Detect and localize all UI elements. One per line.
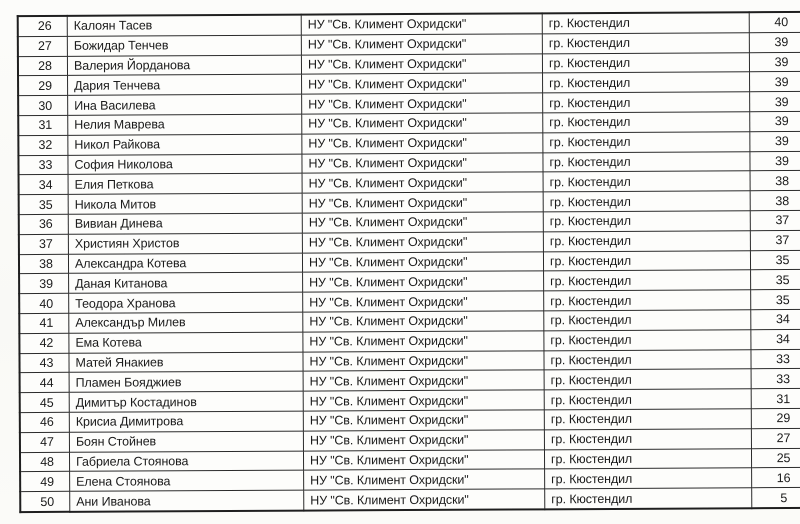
- school-cell: НУ "Св. Климент Охридски": [302, 172, 543, 193]
- student-name-cell: Дария Тенчева: [68, 74, 302, 95]
- row-number-cell: 36: [19, 214, 69, 234]
- city-cell: гр. Кюстендил: [544, 389, 751, 410]
- row-number-cell: 39: [19, 274, 69, 294]
- row-number-cell: 38: [19, 254, 69, 274]
- score-cell: 35: [750, 250, 800, 270]
- school-cell: НУ "Св. Климент Охридски": [302, 232, 543, 253]
- score-cell: 34: [751, 309, 800, 329]
- score-cell: 39: [749, 32, 800, 52]
- student-name-cell: Даная Китанова: [69, 272, 303, 293]
- school-cell: НУ "Св. Климент Охридски": [302, 192, 543, 213]
- score-cell: 39: [749, 52, 800, 72]
- school-cell: НУ "Св. Климент Охридски": [303, 449, 544, 470]
- score-cell: 38: [750, 171, 800, 191]
- score-cell: 35: [751, 290, 800, 310]
- results-table: [17, 11, 800, 513]
- row-number-cell: 46: [20, 412, 70, 432]
- student-name-cell: Елия Петкова: [68, 173, 302, 194]
- city-cell: гр. Кюстендил: [545, 488, 752, 509]
- row-number-cell: 48: [20, 452, 70, 472]
- school-cell: НУ "Св. Климент Охридски": [302, 73, 543, 94]
- city-cell: гр. Кюстендил: [543, 231, 750, 252]
- student-name-cell: Никола Митов: [68, 193, 302, 214]
- row-number-cell: 30: [18, 96, 68, 116]
- city-cell: гр. Кюстендил: [542, 52, 749, 73]
- row-number-cell: 26: [18, 16, 68, 37]
- student-name-cell: Боян Стойнев: [69, 431, 303, 452]
- school-cell: НУ "Св. Климент Охридски": [304, 469, 545, 490]
- school-cell: НУ "Св. Климент Охридски": [302, 133, 543, 154]
- city-cell: гр. Кюстендил: [543, 72, 750, 93]
- score-cell: 38: [750, 191, 800, 211]
- student-name-cell: Теодора Хранова: [69, 292, 303, 313]
- row-number-cell: 47: [20, 432, 70, 452]
- score-cell: 35: [751, 270, 800, 290]
- row-number-cell: 41: [19, 313, 69, 333]
- city-cell: гр. Кюстендил: [543, 191, 750, 212]
- student-name-cell: Александър Милев: [69, 312, 303, 333]
- row-number-cell: 40: [19, 293, 69, 313]
- school-cell: НУ "Св. Климент Охридски": [301, 13, 542, 35]
- score-cell: 34: [751, 329, 800, 349]
- city-cell: гр. Кюстендил: [542, 12, 749, 33]
- row-number-cell: 32: [18, 135, 68, 155]
- score-cell: 33: [751, 349, 800, 369]
- results-table-body: [18, 12, 800, 512]
- school-cell: НУ "Св. Климент Охридски": [302, 152, 543, 173]
- school-cell: НУ "Св. Климент Охридски": [302, 212, 543, 233]
- row-number-cell: 42: [19, 333, 69, 353]
- school-cell: НУ "Св. Климент Охридски": [301, 53, 542, 74]
- school-cell: НУ "Св. Климент Охридски": [301, 34, 542, 55]
- student-name-cell: Ани Иванова: [70, 490, 304, 512]
- score-cell: 31: [751, 389, 800, 409]
- school-cell: НУ "Св. Климент Охридски": [303, 350, 544, 371]
- row-number-cell: 37: [19, 234, 69, 254]
- city-cell: гр. Кюстендил: [544, 310, 751, 331]
- student-name-cell: Божидар Тенчев: [67, 35, 301, 56]
- city-cell: гр. Кюстендил: [543, 211, 750, 232]
- city-cell: гр. Кюстендил: [543, 112, 750, 133]
- student-name-cell: Димитър Костадинов: [69, 391, 303, 412]
- score-cell: 37: [750, 210, 800, 230]
- score-cell: 40: [749, 12, 800, 33]
- score-cell: 39: [750, 72, 800, 92]
- row-number-cell: 44: [20, 373, 70, 393]
- school-cell: НУ "Св. Климент Охридски": [303, 311, 544, 332]
- student-name-cell: Калоян Тасев: [67, 15, 301, 37]
- school-cell: НУ "Св. Климент Охридски": [303, 390, 544, 411]
- row-number-cell: 35: [19, 194, 69, 214]
- row-number-cell: 33: [18, 155, 68, 175]
- score-cell: 16: [752, 468, 800, 488]
- city-cell: гр. Кюстендил: [542, 33, 749, 54]
- school-cell: НУ "Св. Климент Охридски": [303, 430, 544, 451]
- city-cell: гр. Кюстендил: [543, 250, 750, 271]
- city-cell: гр. Кюстендил: [544, 290, 751, 311]
- school-cell: НУ "Св. Климент Охридски": [302, 113, 543, 134]
- row-number-cell: 50: [20, 491, 70, 512]
- city-cell: гр. Кюстендил: [543, 132, 750, 153]
- student-name-cell: Елена Стоянова: [70, 470, 304, 491]
- city-cell: гр. Кюстендил: [544, 270, 751, 291]
- school-cell: НУ "Св. Климент Охридски": [302, 251, 543, 272]
- row-number-cell: 27: [18, 36, 68, 56]
- student-name-cell: Матей Янакиев: [69, 352, 303, 373]
- score-cell: 29: [751, 408, 800, 428]
- row-number-cell: 43: [19, 353, 69, 373]
- student-name-cell: Габриела Стоянова: [69, 451, 303, 472]
- city-cell: гр. Кюстендил: [543, 171, 750, 192]
- score-cell: 5: [752, 488, 800, 509]
- row-number-cell: 45: [20, 392, 70, 412]
- student-name-cell: Крисиа Димитрова: [69, 411, 303, 432]
- student-name-cell: Християн Христов: [68, 233, 302, 254]
- score-cell: 37: [750, 230, 800, 250]
- city-cell: гр. Кюстендил: [545, 468, 752, 489]
- table-row: [20, 488, 800, 512]
- row-number-cell: 31: [18, 115, 68, 135]
- school-cell: НУ "Св. Климент Охридски": [303, 291, 544, 312]
- student-name-cell: Ема Котева: [69, 332, 303, 353]
- city-cell: гр. Кюстендил: [543, 151, 750, 172]
- city-cell: гр. Кюстендил: [544, 369, 751, 390]
- student-name-cell: Ина Василева: [68, 94, 302, 115]
- school-cell: НУ "Св. Климент Охридски": [303, 271, 544, 292]
- student-name-cell: Вивиан Динева: [68, 213, 302, 234]
- school-cell: НУ "Св. Климент Охридски": [303, 370, 544, 391]
- row-number-cell: 28: [18, 56, 68, 76]
- score-cell: 25: [751, 448, 800, 468]
- school-cell: НУ "Св. Климент Охридски": [304, 489, 545, 511]
- score-cell: 39: [750, 92, 800, 112]
- school-cell: НУ "Св. Климент Охридски": [303, 410, 544, 431]
- row-number-cell: 49: [20, 472, 70, 492]
- school-cell: НУ "Св. Климент Охридски": [302, 93, 543, 114]
- city-cell: гр. Кюстендил: [544, 409, 751, 430]
- results-table-container: [17, 11, 800, 513]
- row-number-cell: 29: [18, 76, 68, 96]
- score-cell: 33: [751, 369, 800, 389]
- school-cell: НУ "Св. Климент Охридски": [303, 331, 544, 352]
- score-cell: 39: [750, 111, 800, 131]
- row-number-cell: 34: [19, 175, 69, 195]
- score-cell: 39: [750, 151, 800, 171]
- student-name-cell: Пламен Бояджиев: [69, 371, 303, 392]
- city-cell: гр. Кюстендил: [544, 349, 751, 370]
- city-cell: гр. Кюстендил: [544, 329, 751, 350]
- student-name-cell: Нелия Маврева: [68, 114, 302, 135]
- city-cell: гр. Кюстендил: [544, 448, 751, 469]
- student-name-cell: Никол Райкова: [68, 134, 302, 155]
- score-cell: 39: [750, 131, 800, 151]
- student-name-cell: Александра Котева: [68, 253, 302, 274]
- city-cell: гр. Кюстендил: [544, 428, 751, 449]
- score-cell: 27: [751, 428, 800, 448]
- student-name-cell: София Николова: [68, 154, 302, 175]
- city-cell: гр. Кюстендил: [543, 92, 750, 113]
- student-name-cell: Валерия Йорданова: [67, 55, 301, 76]
